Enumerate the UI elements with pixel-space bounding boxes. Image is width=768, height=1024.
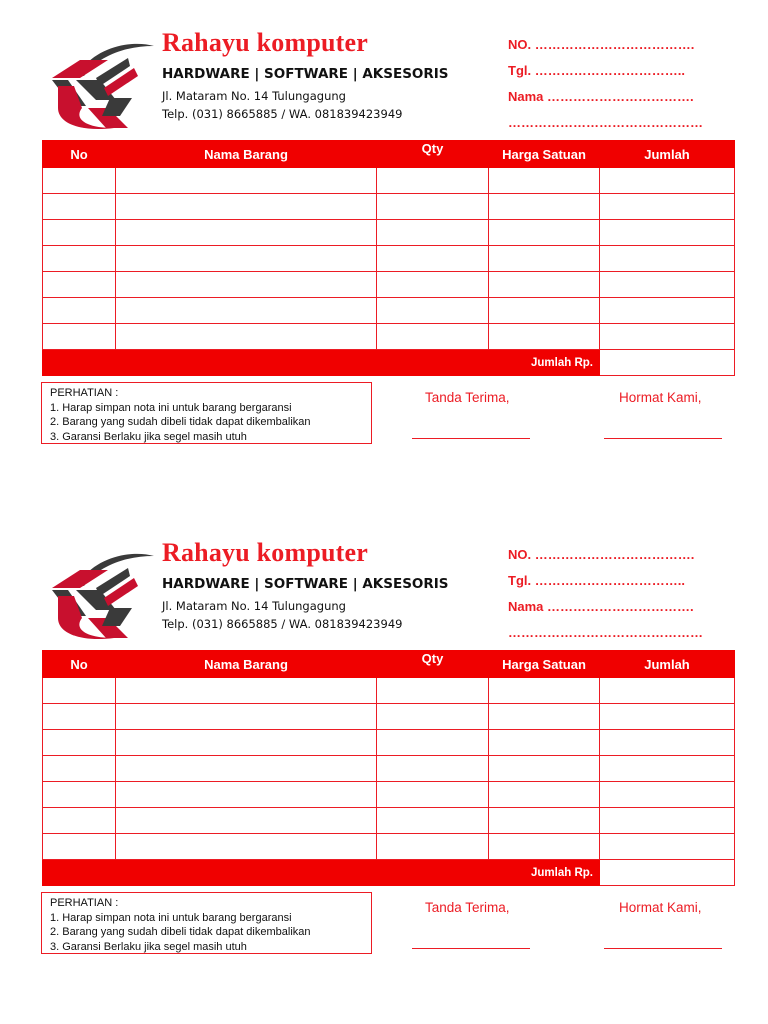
field-tgl[interactable]: Tgl. …………………………….. [508,63,685,78]
table-cell[interactable] [489,272,600,298]
table-cell[interactable] [116,808,377,834]
table-cell[interactable] [116,272,377,298]
table-header-row [43,141,735,168]
table-cell[interactable] [489,220,600,246]
table-row [43,730,735,756]
receipt [0,510,768,970]
table-cell[interactable] [600,246,735,272]
table-cell[interactable] [489,324,600,350]
signature-receiver-line[interactable] [412,948,530,949]
signature-sender-label: Hormat Kami, [619,390,702,405]
column-header-jumlah: Jumlah [600,141,735,168]
table-cell[interactable] [377,678,489,704]
table-row [43,272,735,298]
table-cell[interactable] [116,704,377,730]
table-cell[interactable] [489,756,600,782]
table-row [43,756,735,782]
company-tagline: HARDWARE | SOFTWARE | AKSESORIS [162,576,449,592]
table-row [43,194,735,220]
field-no[interactable]: NO. ………………………………. [508,547,695,562]
notes-item: 2. Barang yang sudah dibeli tidak dapat dikembalikan [50,926,311,938]
table-cell[interactable] [43,194,116,220]
table-cell[interactable] [489,730,600,756]
table-cell[interactable] [600,272,735,298]
items-table-container [42,650,734,886]
table-row [43,834,735,860]
column-header-qty: Qty [377,141,489,168]
field-extra-line[interactable]: ……………………………………… [508,625,703,640]
table-cell[interactable] [600,730,735,756]
signature-receiver-label: Tanda Terima, [425,390,510,405]
table-row [43,298,735,324]
table-row [43,324,735,350]
table-cell[interactable] [489,298,600,324]
table-cell[interactable] [116,220,377,246]
table-cell[interactable] [116,678,377,704]
table-row [43,808,735,834]
table-cell[interactable] [489,834,600,860]
total-row [43,860,735,886]
table-cell[interactable] [377,194,489,220]
table-cell[interactable] [489,704,600,730]
table-cell[interactable] [600,678,735,704]
table-cell[interactable] [377,834,489,860]
company-name: Rahayu komputer [162,28,368,57]
field-nama[interactable]: Nama ……………………………. [508,599,694,614]
table-cell[interactable] [116,834,377,860]
field-extra-line[interactable]: ……………………………………… [508,115,703,130]
table-cell[interactable] [600,756,735,782]
company-tagline: HARDWARE | SOFTWARE | AKSESORIS [162,66,449,82]
field-nama[interactable]: Nama ……………………………. [508,89,694,104]
table-cell[interactable] [43,782,116,808]
table-cell[interactable] [377,324,489,350]
column-header-jumlah: Jumlah [600,651,735,678]
table-cell[interactable] [377,246,489,272]
table-cell[interactable] [600,808,735,834]
column-header-no: No [43,141,116,168]
column-header-no: No [43,651,116,678]
signature-sender-line[interactable] [604,438,722,439]
company-name: Rahayu komputer [162,538,368,567]
total-row [43,350,735,376]
items-table [42,140,735,376]
table-cell[interactable] [116,246,377,272]
notes-title: PERHATIAN : [50,897,119,909]
column-header-qty: Qty [377,651,489,678]
table-cell[interactable] [600,220,735,246]
notes-item: 1. Harap simpan nota ini untuk barang bergaransi [50,911,292,924]
table-cell[interactable] [43,834,116,860]
table-cell[interactable] [600,782,735,808]
table-cell[interactable] [116,298,377,324]
company-logo-icon [44,548,156,644]
column-header-harga-satuan: Harga Satuan [489,141,600,168]
table-cell[interactable] [377,298,489,324]
signature-sender-line[interactable] [604,948,722,949]
table-cell[interactable] [116,324,377,350]
table-cell[interactable] [43,168,116,194]
table-cell[interactable] [600,194,735,220]
table-cell[interactable] [43,808,116,834]
table-cell[interactable] [600,298,735,324]
table-cell[interactable] [43,678,116,704]
table-cell[interactable] [377,168,489,194]
total-label: Jumlah Rp. [43,350,600,376]
table-row [43,246,735,272]
table-cell[interactable] [377,220,489,246]
company-phone: Telp. (031) 8665885 / WA. 081839423949 [162,107,403,121]
field-tgl[interactable]: Tgl. …………………………….. [508,573,685,588]
table-cell[interactable] [116,730,377,756]
table-cell[interactable] [377,730,489,756]
notes-item: 1. Harap simpan nota ini untuk barang bergaransi [50,401,292,414]
table-cell[interactable] [377,272,489,298]
table-cell[interactable] [43,220,116,246]
table-cell[interactable] [116,194,377,220]
table-row [43,678,735,704]
table-cell[interactable] [489,246,600,272]
table-row [43,168,735,194]
table-cell[interactable] [43,704,116,730]
receipt [0,0,768,460]
table-cell[interactable] [600,704,735,730]
signature-receiver-label: Tanda Terima, [425,900,510,915]
notes-item: 3. Garansi Berlaku jika segel masih utuh [50,940,247,953]
table-cell[interactable] [489,808,600,834]
column-header-harga-satuan: Harga Satuan [489,651,600,678]
notes-title: PERHATIAN : [50,387,119,399]
table-cell[interactable] [600,324,735,350]
table-cell[interactable] [43,272,116,298]
table-header-row [43,651,735,678]
field-no[interactable]: NO. ………………………………. [508,37,695,52]
table-cell[interactable] [43,324,116,350]
notes-item: 3. Garansi Berlaku jika segel masih utuh [50,430,247,443]
table-cell[interactable] [377,756,489,782]
table-cell[interactable] [43,730,116,756]
table-cell[interactable] [43,246,116,272]
total-label: Jumlah Rp. [43,860,600,886]
table-cell[interactable] [43,298,116,324]
table-cell[interactable] [43,756,116,782]
notes-item: 2. Barang yang sudah dibeli tidak dapat dikembalikan [50,416,311,428]
table-row [43,220,735,246]
company-phone: Telp. (031) 8665885 / WA. 081839423949 [162,617,403,631]
table-cell[interactable] [489,194,600,220]
table-cell[interactable] [116,168,377,194]
table-cell[interactable] [489,168,600,194]
notes-box [41,892,372,954]
table-cell[interactable] [377,704,489,730]
column-header-nama-barang: Nama Barang [116,141,377,168]
column-header-nama-barang: Nama Barang [116,651,377,678]
table-row [43,704,735,730]
table-cell[interactable] [116,782,377,808]
table-cell[interactable] [116,756,377,782]
notes-box [41,382,372,444]
total-value-cell[interactable] [600,860,735,886]
signature-receiver-line[interactable] [412,438,530,439]
table-row [43,782,735,808]
table-cell[interactable] [377,782,489,808]
table-cell[interactable] [600,834,735,860]
table-cell[interactable] [489,782,600,808]
company-address: Jl. Mataram No. 14 Tulungagung [162,89,346,103]
company-address: Jl. Mataram No. 14 Tulungagung [162,599,346,613]
company-logo-icon [44,38,156,134]
table-cell[interactable] [489,678,600,704]
items-table-container [42,140,734,376]
table-cell[interactable] [600,168,735,194]
signature-sender-label: Hormat Kami, [619,900,702,915]
items-table [42,650,735,886]
total-value-cell[interactable] [600,350,735,376]
table-cell[interactable] [377,808,489,834]
